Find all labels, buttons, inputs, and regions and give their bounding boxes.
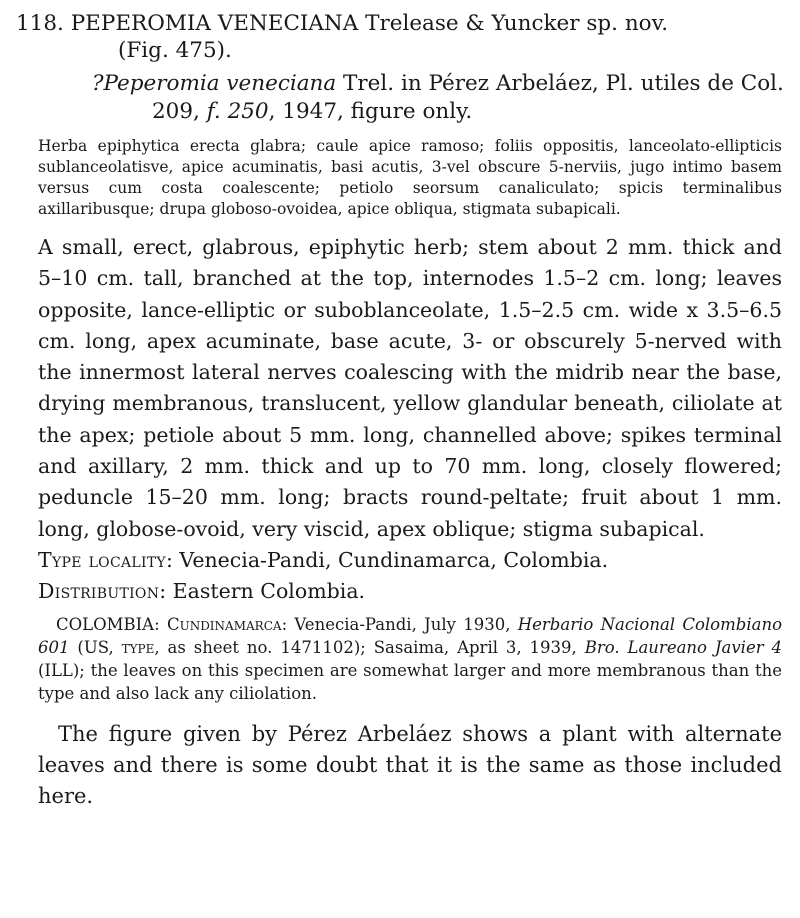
figure-reference: (Fig. 475). — [118, 38, 232, 63]
synonym-figure-number: f. 250 — [206, 99, 269, 124]
english-description: A small, erect, glabrous, epiphytic herb; stem about 2 mm. thick and 5–10 cm. tall, branched at the top, internodes 1.5–2 cm. long; leaves opposite, lance-elliptic or suboblanceolate, 1.5–2.5 cm. wide x 3.5–6.5 cm. long, apex acuminate, base acute, 3- or obscurely 5-nerved with the innermost lateral nerves coalescing with the midrib near the base, drying membranous, translucent, yellow glandular beneath, ciliolate at the apex; petiole about 5 mm. long, channelled above; spikes terminal and axillary, 2 mm. thick and up to 70 mm. long, closely flowered; peduncle 15–20 mm. long; bracts round-peltate; fruit about 1 mm. long, globose-ovoid, very viscid, apex oblique; stigma subapical. — [38, 235, 782, 541]
specimen-collector-2: Bro. Laureano Javier 4 — [584, 637, 782, 657]
specimen-text-1: : Venecia-Pandi, July 1930, — [281, 614, 518, 634]
species-name: PEPEROMIA VENECIANA — [70, 11, 359, 36]
closing-note: The figure given by Pérez Arbeláez shows a plant with alternate leaves and there is some doubt that it is the same as those included here. — [38, 721, 782, 808]
specimen-text-4: (ILL); the leaves on this specimen are somewhat larger and more membranous than the type and also lack any ciliolation. — [38, 660, 782, 703]
type-locality-label: Type locality — [38, 547, 166, 572]
specimens-examined — [16, 613, 788, 705]
latin-description: Herba epiphytica erecta glabra; caule apice ramoso; foliis oppositis, lanceolato-ellipticis sublanceolatisve, apice acuminatis, basi acutis, 3-vel obscure 5-nerviis, jugo intimo basem versus cum costa coalescente; petiolo seorsum canaliculato; spicis terminalibus axillaribusque; drupa globoso-ovoidea, apice obliqua, stigmata subapicali. — [38, 137, 782, 218]
synonym-citation — [16, 70, 788, 126]
specimen-text-2: (US, — [69, 637, 122, 657]
synonym-citation-b: , 1947, figure only. — [268, 99, 473, 124]
distribution-value: : Eastern Colombia. — [159, 578, 366, 603]
synonym-citation-a: Trel. in Pérez Arbeláez, Pl. utiles de Col. 209, — [152, 71, 784, 124]
synonym-name: ?Peperomia veneciana — [92, 71, 337, 96]
specimen-text-3: , as sheet no. 1471102); Sasaima, April 3, 1939, — [154, 637, 585, 657]
specimen-collector-1: Herbario Nacional Colombiano 601 — [38, 614, 783, 657]
specimen-type-word: type — [121, 637, 155, 657]
species-number: 118. — [16, 11, 64, 36]
species-heading — [16, 10, 788, 64]
specimen-country: COLOMBIA — [56, 614, 155, 634]
type-locality — [16, 545, 788, 576]
specimen-department: Cundinamarca — [166, 614, 282, 634]
distribution — [16, 576, 788, 607]
type-locality-value: : Venecia-Pandi, Cundinamarca, Colombia. — [165, 547, 609, 572]
distribution-label: Distribution — [38, 578, 160, 603]
specimen-sep: : — [154, 614, 167, 634]
species-authors: Trelease & Yuncker sp. nov. — [365, 11, 669, 36]
